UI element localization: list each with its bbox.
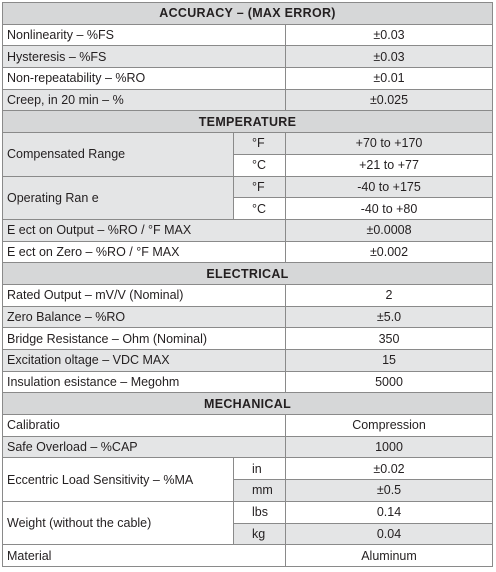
- table-row: [3, 24, 493, 46]
- table-row: [3, 458, 493, 480]
- row-label: E ect on Zero – %RO / °F MAX: [3, 241, 286, 263]
- table-row: [3, 371, 493, 393]
- row-label: Calibratio: [3, 415, 286, 437]
- table-row: [3, 415, 493, 437]
- table-row: [3, 284, 493, 306]
- row-label: Material: [3, 545, 286, 567]
- table-row: [3, 219, 493, 241]
- row-value: ±5.0: [286, 306, 493, 328]
- table-row: [3, 46, 493, 68]
- row-value: Aluminum: [286, 545, 493, 567]
- mechanical-header-row: [3, 393, 493, 415]
- row-value: 0.04: [286, 523, 493, 545]
- table-row: [3, 133, 493, 155]
- row-label: E ect on Output – %RO / °F MAX: [3, 219, 286, 241]
- table-row: [3, 89, 493, 111]
- row-value: +70 to +170: [286, 133, 493, 155]
- table-row: [3, 328, 493, 350]
- row-value: 5000: [286, 371, 493, 393]
- row-value: ±0.03: [286, 46, 493, 68]
- unit-label: °F: [234, 176, 286, 198]
- unit-label: kg: [234, 523, 286, 545]
- row-label: Insulation esistance – Megohm: [3, 371, 286, 393]
- row-value: ±0.03: [286, 24, 493, 46]
- row-label: Nonlinearity – %FS: [3, 24, 286, 46]
- accuracy-header: ACCURACY – (MAX ERROR): [3, 3, 493, 25]
- row-value: 350: [286, 328, 493, 350]
- row-value: ±0.0008: [286, 219, 493, 241]
- row-value: ±0.01: [286, 68, 493, 90]
- row-label: Creep, in 20 min – %: [3, 89, 286, 111]
- row-value: 15: [286, 350, 493, 372]
- row-value: 2: [286, 284, 493, 306]
- row-value: +21 to +77: [286, 154, 493, 176]
- electrical-header: ELECTRICAL: [3, 263, 493, 285]
- row-label: Bridge Resistance – Ohm (Nominal): [3, 328, 286, 350]
- electrical-header-row: [3, 263, 493, 285]
- table-row: [3, 501, 493, 523]
- row-label: Operating Ran e: [3, 176, 234, 219]
- row-label: Rated Output – mV/V (Nominal): [3, 284, 286, 306]
- row-label: Zero Balance – %RO: [3, 306, 286, 328]
- row-label: Eccentric Load Sensitivity – %MA: [3, 458, 234, 501]
- row-value: ±0.025: [286, 89, 493, 111]
- table-row: [3, 241, 493, 263]
- unit-label: °C: [234, 198, 286, 220]
- row-value: -40 to +80: [286, 198, 493, 220]
- mechanical-header: MECHANICAL: [3, 393, 493, 415]
- row-value: 1000: [286, 436, 493, 458]
- table-row: [3, 350, 493, 372]
- row-value: ±0.02: [286, 458, 493, 480]
- table-row: [3, 68, 493, 90]
- table-row: [3, 176, 493, 198]
- row-label: Compensated Range: [3, 133, 234, 176]
- row-value: ±0.002: [286, 241, 493, 263]
- table-row: [3, 306, 493, 328]
- unit-label: lbs: [234, 501, 286, 523]
- row-value: Compression: [286, 415, 493, 437]
- row-value: ±0.5: [286, 480, 493, 502]
- accuracy-header-row: [3, 3, 493, 25]
- row-label: Weight (without the cable): [3, 501, 234, 544]
- spec-table: [2, 2, 493, 567]
- table-row: [3, 545, 493, 567]
- row-value: -40 to +175: [286, 176, 493, 198]
- unit-label: °F: [234, 133, 286, 155]
- row-label: Safe Overload – %CAP: [3, 436, 286, 458]
- unit-label: °C: [234, 154, 286, 176]
- row-label: Hysteresis – %FS: [3, 46, 286, 68]
- temperature-header: TEMPERATURE: [3, 111, 493, 133]
- unit-label: mm: [234, 480, 286, 502]
- unit-label: in: [234, 458, 286, 480]
- row-label: Non-repeatability – %RO: [3, 68, 286, 90]
- row-value: 0.14: [286, 501, 493, 523]
- temperature-header-row: [3, 111, 493, 133]
- row-label: Excitation oltage – VDC MAX: [3, 350, 286, 372]
- table-row: [3, 436, 493, 458]
